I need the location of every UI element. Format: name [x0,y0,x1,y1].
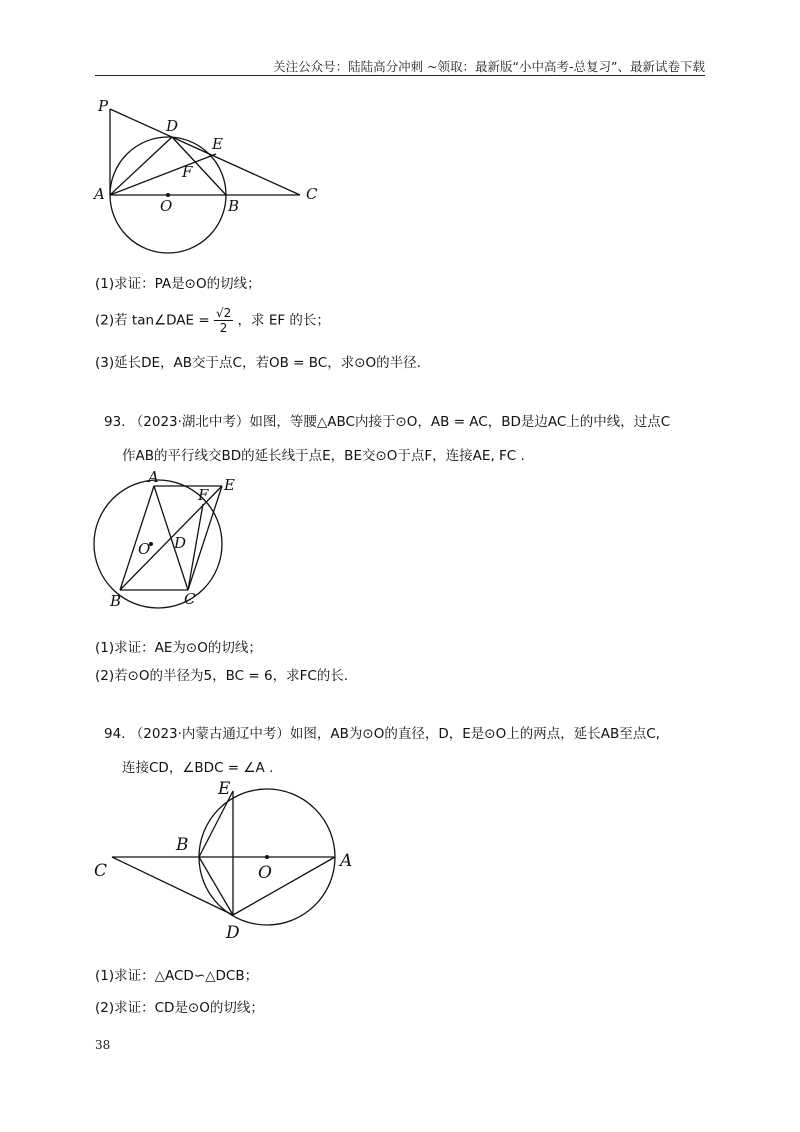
fraction-numerator: √2 [215,306,232,320]
segment-ad [233,857,335,915]
q94-part2: (2)求证：CD是⊙O的切线； [95,1000,264,1016]
label-e: E [224,476,235,494]
header-divider [95,75,705,76]
label-o: O [138,540,151,558]
fraction-sqrt2-over-2 [214,306,233,335]
segment-ae [110,154,216,195]
q93-part1: (1)求证：AE为⊙O的切线； [95,640,262,656]
segment-be [199,791,233,857]
q92-part2-suffix: ，求 EF 的长； [237,312,330,329]
segment-ab [120,486,154,590]
label-f: F [182,163,193,181]
figure-isosceles-inscribed [88,468,258,613]
label-c: C [184,590,196,608]
q92-part1: (1)求证：PA是⊙O的切线； [95,276,261,292]
label-d: D [174,534,187,552]
figure-diameter-tangent-cd [90,776,360,946]
label-d: D [226,923,240,943]
segment-ad [110,137,172,195]
label-f: F [198,486,209,504]
label-o: O [160,197,173,215]
label-a: A [340,851,353,871]
label-b: B [176,835,189,855]
fraction-denominator: 2 [219,321,228,335]
q93-statement-line1: 93. （2023·湖北中考）如图，等腰△ABC内接于⊙O，AB = AC，BD是边AC上的中线，过点C [104,414,671,430]
q92-part2-prefix: (2)若 tan∠DAE = [95,312,210,329]
segment-cd [112,857,233,915]
center-dot-o [265,855,269,859]
label-e: E [218,779,231,799]
segment-fc [188,504,203,590]
q93-part2: (2)若⊙O的半径为5，BC = 6，求FC的长. [95,668,349,684]
figure-circle-tangent-pa [90,95,330,265]
label-c: C [306,185,318,203]
q92-part2 [95,306,330,335]
label-p: P [98,97,109,115]
q92-part3: (3)延长DE，AB交于点C，若OB = BC，求⊙O的半径. [95,355,421,371]
q93-statement-line2: 作AB的平行线交BD的延长线于点E，BE交⊙O于点F，连接AE, FC . [122,448,525,464]
page-number: 38 [95,1038,111,1052]
label-d: D [166,117,179,135]
label-o: O [258,863,272,883]
q94-statement-line1: 94. （2023·内蒙古通辽中考）如图，AB为⊙O的直径，D，E是⊙O上的两点，延长AB至点C, [104,726,660,742]
label-e: E [212,135,223,153]
label-a: A [94,185,105,203]
segment-pc [110,109,300,195]
label-b: B [228,197,240,215]
page-header: 关注公众号：陆陆高分冲刺 ~领取：最新版“小中高考-总复习”、最新试卷下载 [273,59,705,74]
label-b: B [110,592,122,610]
q94-statement-line2: 连接CD，∠BDC = ∠A . [122,760,274,776]
q94-part1: (1)求证：△ACD∽△DCB； [95,968,259,984]
label-c: C [94,861,108,881]
label-a: A [148,468,159,486]
